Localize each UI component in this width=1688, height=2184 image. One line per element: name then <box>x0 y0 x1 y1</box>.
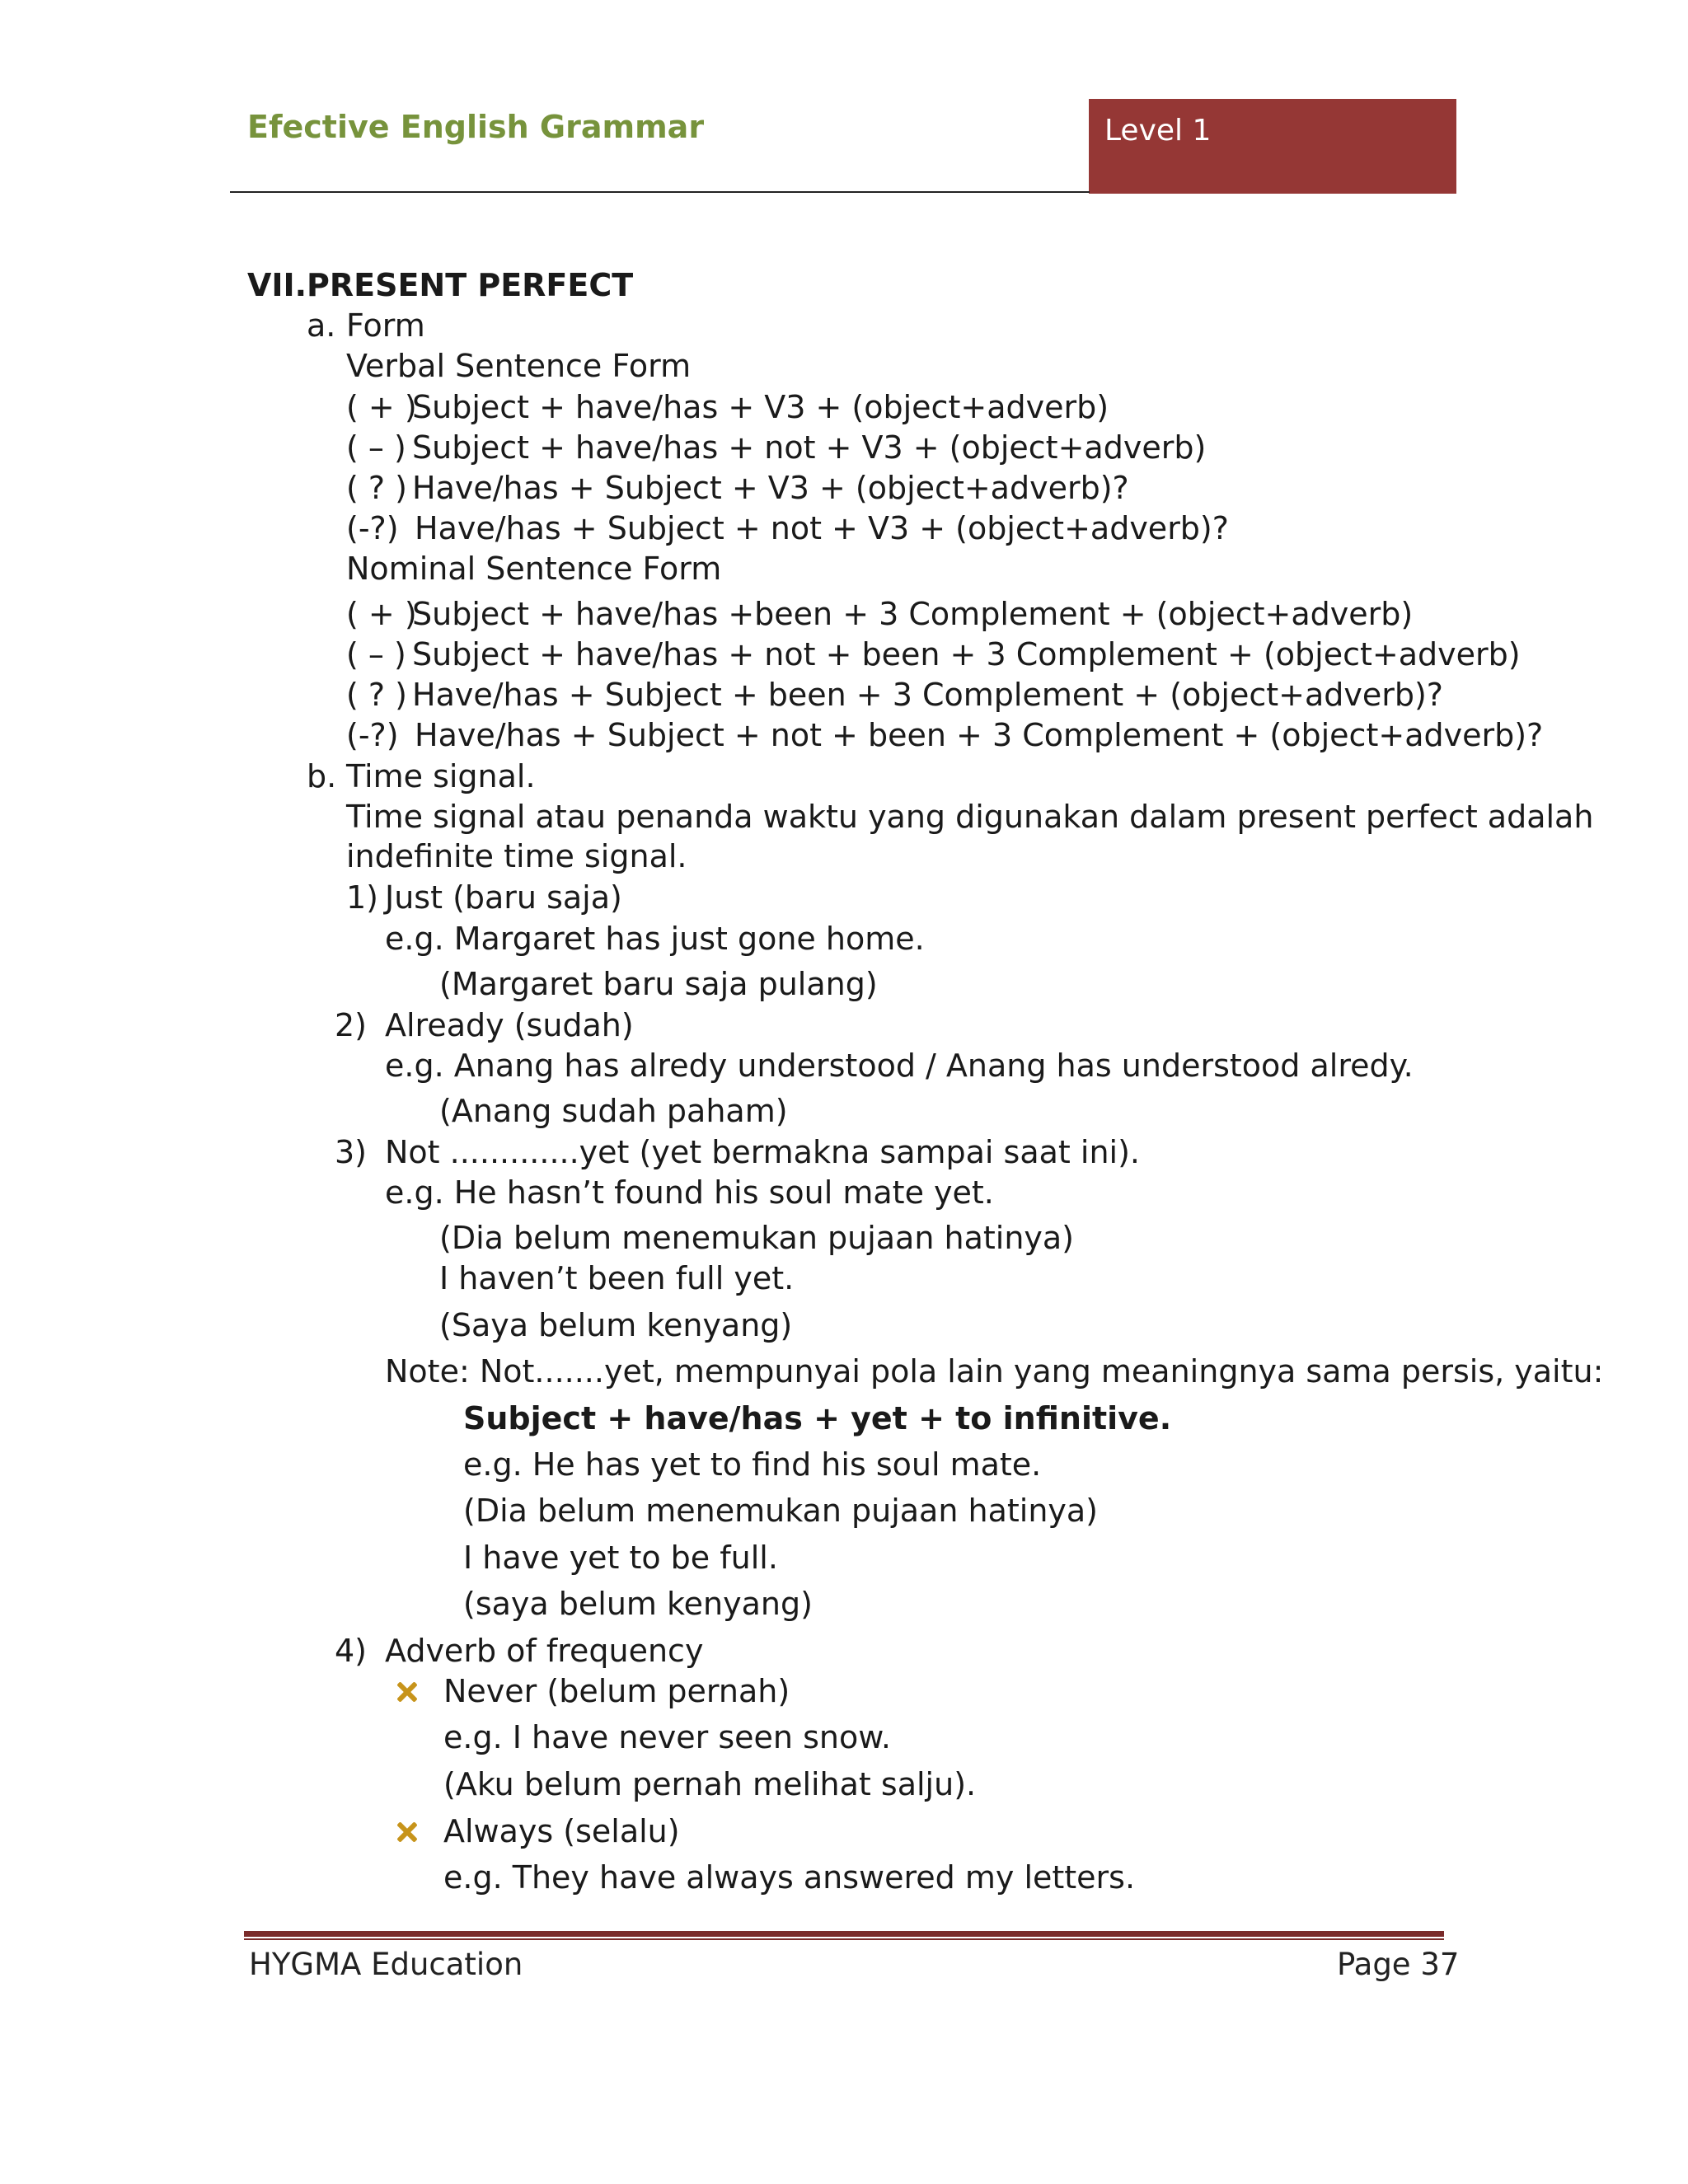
item-just-translation: (Margaret baru saja pulang) <box>439 966 878 1002</box>
footer-divider-thin <box>244 1938 1444 1940</box>
time-signal-description: Time signal atau penanda waktu yang digunakan dalam present perfect adalah <box>346 799 1594 835</box>
subsection-marker-b: b. <box>307 758 337 794</box>
note-translation-2: (saya belum kenyang) <box>463 1586 813 1622</box>
verbal-form-title: Verbal Sentence Form <box>346 348 692 384</box>
footer-publisher: HYGMA Education <box>249 1947 523 1982</box>
time-signal-description-cont: indefinite time signal. <box>346 838 687 874</box>
adverb-never-label: Never (belum pernah) <box>443 1673 790 1709</box>
nominal-negative-formula: Subject + have/has + not + been + 3 Complement + (object+adverb) <box>412 636 1521 673</box>
verbal-negative-sign: ( – ) <box>346 429 406 466</box>
item-already-example: e.g. Anang has alredy understood / Anang has understood alredy. <box>385 1047 1414 1084</box>
verbal-negative-question-sign: (-?) <box>346 510 399 546</box>
nominal-question-sign: ( ? ) <box>346 677 407 713</box>
footer-divider <box>244 1931 1444 1937</box>
adverb-never-translation: (Aku belum pernah melihat salju). <box>443 1766 977 1802</box>
nominal-positive-formula: Subject + have/has +been + 3 Complement + (object+adverb) <box>412 596 1414 632</box>
nominal-negative-question-sign: (-?) <box>346 717 399 753</box>
header-divider <box>230 191 1090 193</box>
item-notyet-translation: (Dia belum menemukan pujaan hatinya) <box>439 1220 1075 1256</box>
verbal-negative-question-formula: Have/has + Subject + not + V3 + (object+adverb)? <box>415 510 1229 546</box>
verbal-positive-sign: ( + ) <box>346 389 417 425</box>
nominal-negative-sign: ( – ) <box>346 636 406 673</box>
item-number-4: 4) <box>335 1633 368 1669</box>
item-notyet-label: Not .............yet (yet bermakna sampai saat ini). <box>385 1134 1141 1170</box>
item-number-1: 1) <box>346 879 379 916</box>
item-notyet-example: e.g. He hasn’t found his soul mate yet. <box>385 1174 994 1211</box>
item-just-example: e.g. Margaret has just gone home. <box>385 921 925 957</box>
section-number: VII. <box>247 267 307 303</box>
nominal-positive-sign: ( + ) <box>346 596 417 632</box>
document-header-title: Efective English Grammar <box>247 109 705 145</box>
item-notyet-translation-2: (Saya belum kenyang) <box>439 1307 793 1343</box>
section-title: PRESENT PERFECT <box>307 267 634 303</box>
verbal-question-sign: ( ? ) <box>346 470 407 506</box>
item-number-2: 2) <box>335 1007 368 1043</box>
bullet-cross-icon <box>396 1821 417 1846</box>
item-already-translation: (Anang sudah paham) <box>439 1093 788 1129</box>
level-label: Level 1 <box>1104 114 1212 148</box>
note-example: e.g. He has yet to find his soul mate. <box>463 1446 1042 1483</box>
nominal-form-title: Nominal Sentence Form <box>346 551 722 587</box>
bullet-cross-icon <box>396 1681 417 1706</box>
subsection-title-time-signal: Time signal. <box>346 758 536 794</box>
adverb-always-example: e.g. They have always answered my letters. <box>443 1859 1136 1896</box>
note-pattern: Subject + have/has + yet + to infinitive. <box>463 1400 1172 1436</box>
verbal-positive-formula: Subject + have/has + V3 + (object+adverb) <box>412 389 1109 425</box>
subsection-marker-a: a. <box>307 307 336 344</box>
adverb-never-example: e.g. I have never seen snow. <box>443 1719 891 1755</box>
subsection-title-form: Form <box>346 307 425 344</box>
verbal-negative-formula: Subject + have/has + not + V3 + (object+adverb) <box>412 429 1207 466</box>
adverb-always-label: Always (selalu) <box>443 1813 680 1849</box>
item-notyet-example-2: I haven’t been full yet. <box>439 1260 795 1296</box>
note-translation: (Dia belum menemukan pujaan hatinya) <box>463 1493 1099 1529</box>
item-just-label: Just (baru saja) <box>385 879 622 916</box>
note-example-2: I have yet to be full. <box>463 1540 778 1576</box>
item-frequency-label: Adverb of frequency <box>385 1633 704 1669</box>
item-already-label: Already (sudah) <box>385 1007 634 1043</box>
nominal-question-formula: Have/has + Subject + been + 3 Complement + (object+adverb)? <box>412 677 1443 713</box>
item-number-3: 3) <box>335 1134 368 1170</box>
footer-page-number: Page 37 <box>1337 1947 1460 1982</box>
note-text: Note: Not.......yet, mempunyai pola lain yang meaningnya sama persis, yaitu: <box>385 1353 1604 1390</box>
nominal-negative-question-formula: Have/has + Subject + not + been + 3 Complement + (object+adverb)? <box>415 717 1544 753</box>
verbal-question-formula: Have/has + Subject + V3 + (object+adverb)? <box>412 470 1129 506</box>
